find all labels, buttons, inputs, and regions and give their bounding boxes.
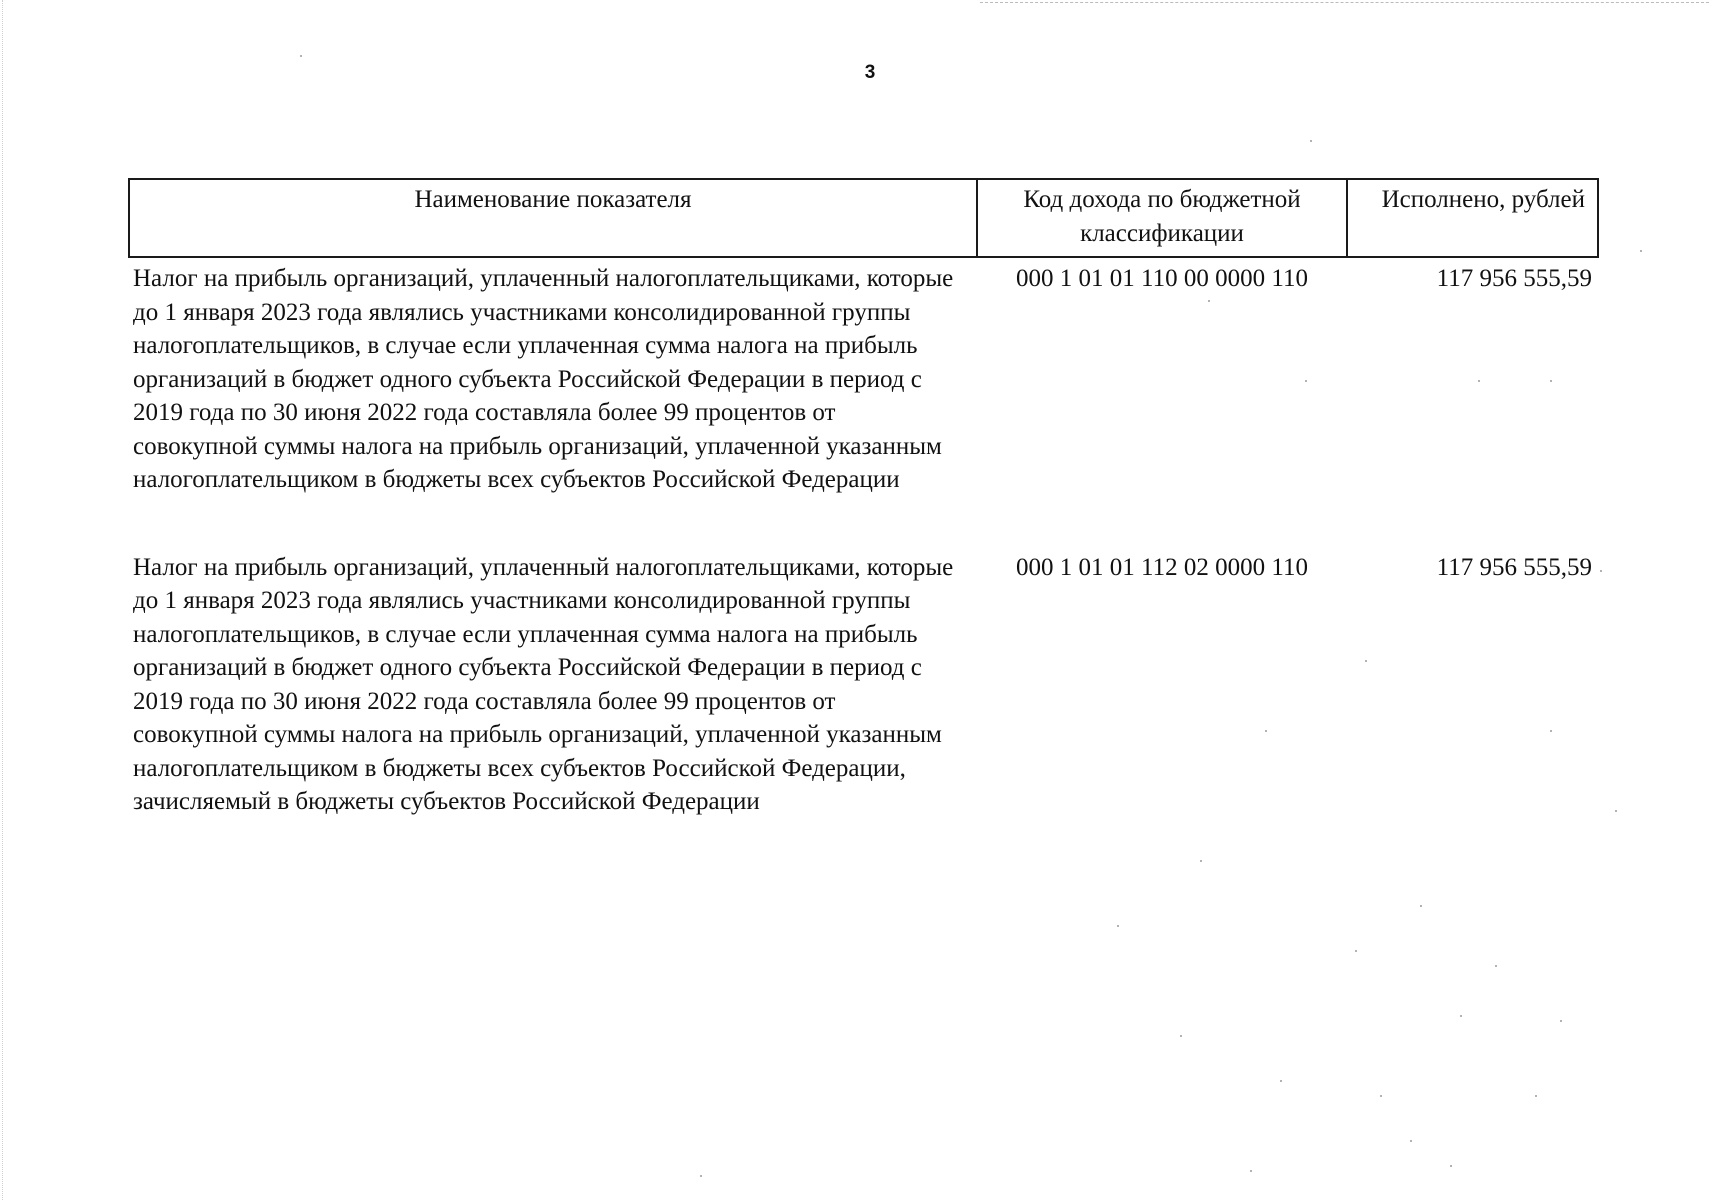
scan-speck xyxy=(1180,1035,1182,1037)
header-revenue-code: Код дохода по бюджетной классификации xyxy=(977,179,1347,257)
row-executed-amount: 117 956 555,59 xyxy=(1436,553,1592,581)
scan-edge-top xyxy=(980,2,1709,3)
scan-speck xyxy=(300,55,302,57)
scan-speck xyxy=(1250,1170,1252,1172)
scan-speck xyxy=(1117,925,1119,927)
scan-speck xyxy=(700,1175,702,1177)
scan-speck xyxy=(1305,380,1307,382)
scan-speck xyxy=(1550,380,1552,382)
scan-speck xyxy=(1600,570,1602,572)
scan-speck xyxy=(1355,950,1357,952)
header-indicator-name: Наименование показателя xyxy=(129,179,977,257)
scan-speck xyxy=(1460,1015,1462,1017)
scan-speck xyxy=(1495,965,1497,967)
scan-speck xyxy=(1200,860,1202,862)
table-row xyxy=(129,257,1598,547)
scan-speck xyxy=(1550,730,1552,732)
scan-speck xyxy=(1535,1095,1537,1097)
scan-speck xyxy=(1450,1165,1452,1167)
scan-speck xyxy=(1410,1140,1412,1142)
scan-speck xyxy=(1380,1095,1382,1097)
table-header xyxy=(129,179,1598,257)
table-body xyxy=(129,257,1598,819)
row-executed-amount: 117 956 555,59 xyxy=(1436,265,1592,292)
page-number: 3 xyxy=(864,62,876,83)
scan-speck xyxy=(1265,730,1267,732)
header-executed-amount: Исполнено, рублей xyxy=(1347,179,1598,257)
row-revenue-code: 000 1 01 01 110 00 0000 110 xyxy=(1016,265,1308,292)
table-header-row xyxy=(129,179,1598,257)
table-row xyxy=(129,547,1598,819)
scan-speck xyxy=(1208,300,1210,302)
scan-speck xyxy=(1420,905,1422,907)
revenue-table xyxy=(128,178,1599,819)
scan-edge-left xyxy=(2,0,3,1200)
scan-speck xyxy=(1640,250,1642,252)
scan-speck xyxy=(1560,1020,1562,1022)
row-revenue-code: 000 1 01 01 112 02 0000 110 xyxy=(1016,553,1308,581)
scan-speck xyxy=(1478,380,1480,382)
scan-speck xyxy=(1280,1080,1282,1082)
row-indicator-name: Налог на прибыль организаций, уплаченный налогоплательщиками, которые до 1 января 2023 года являлись участниками консолидированной группы налогоплательщиков, в случае если уплаченная сумма налога на прибыль организаций в бюджет одного субъекта Российской Федерации в период с 2019 года по 30 июня 2022 года составляла более 99 процентов от совокупной суммы налога на прибыль организаций, уплаченной указанным налогоплательщиком в бюджеты всех субъектов Российской Федерации xyxy=(133,265,954,493)
scan-speck xyxy=(1310,140,1312,142)
scan-speck xyxy=(1615,810,1617,812)
row-indicator-name: Налог на прибыль организаций, уплаченный налогоплательщиками, которые до 1 января 2023 года являлись участниками консолидированной группы налогоплательщиков, в случае если уплаченная сумма налога на прибыль организаций в бюджет одного субъекта Российской Федерации в период с 2019 года по 30 июня 2022 года составляла более 99 процентов от совокупной суммы налога на прибыль организаций, уплаченной указанным налогоплательщиком в бюджеты всех субъектов Российской Федерации, зачисляемый в бюджеты субъектов Российской Федерации xyxy=(133,553,954,815)
scan-speck xyxy=(1365,660,1367,662)
